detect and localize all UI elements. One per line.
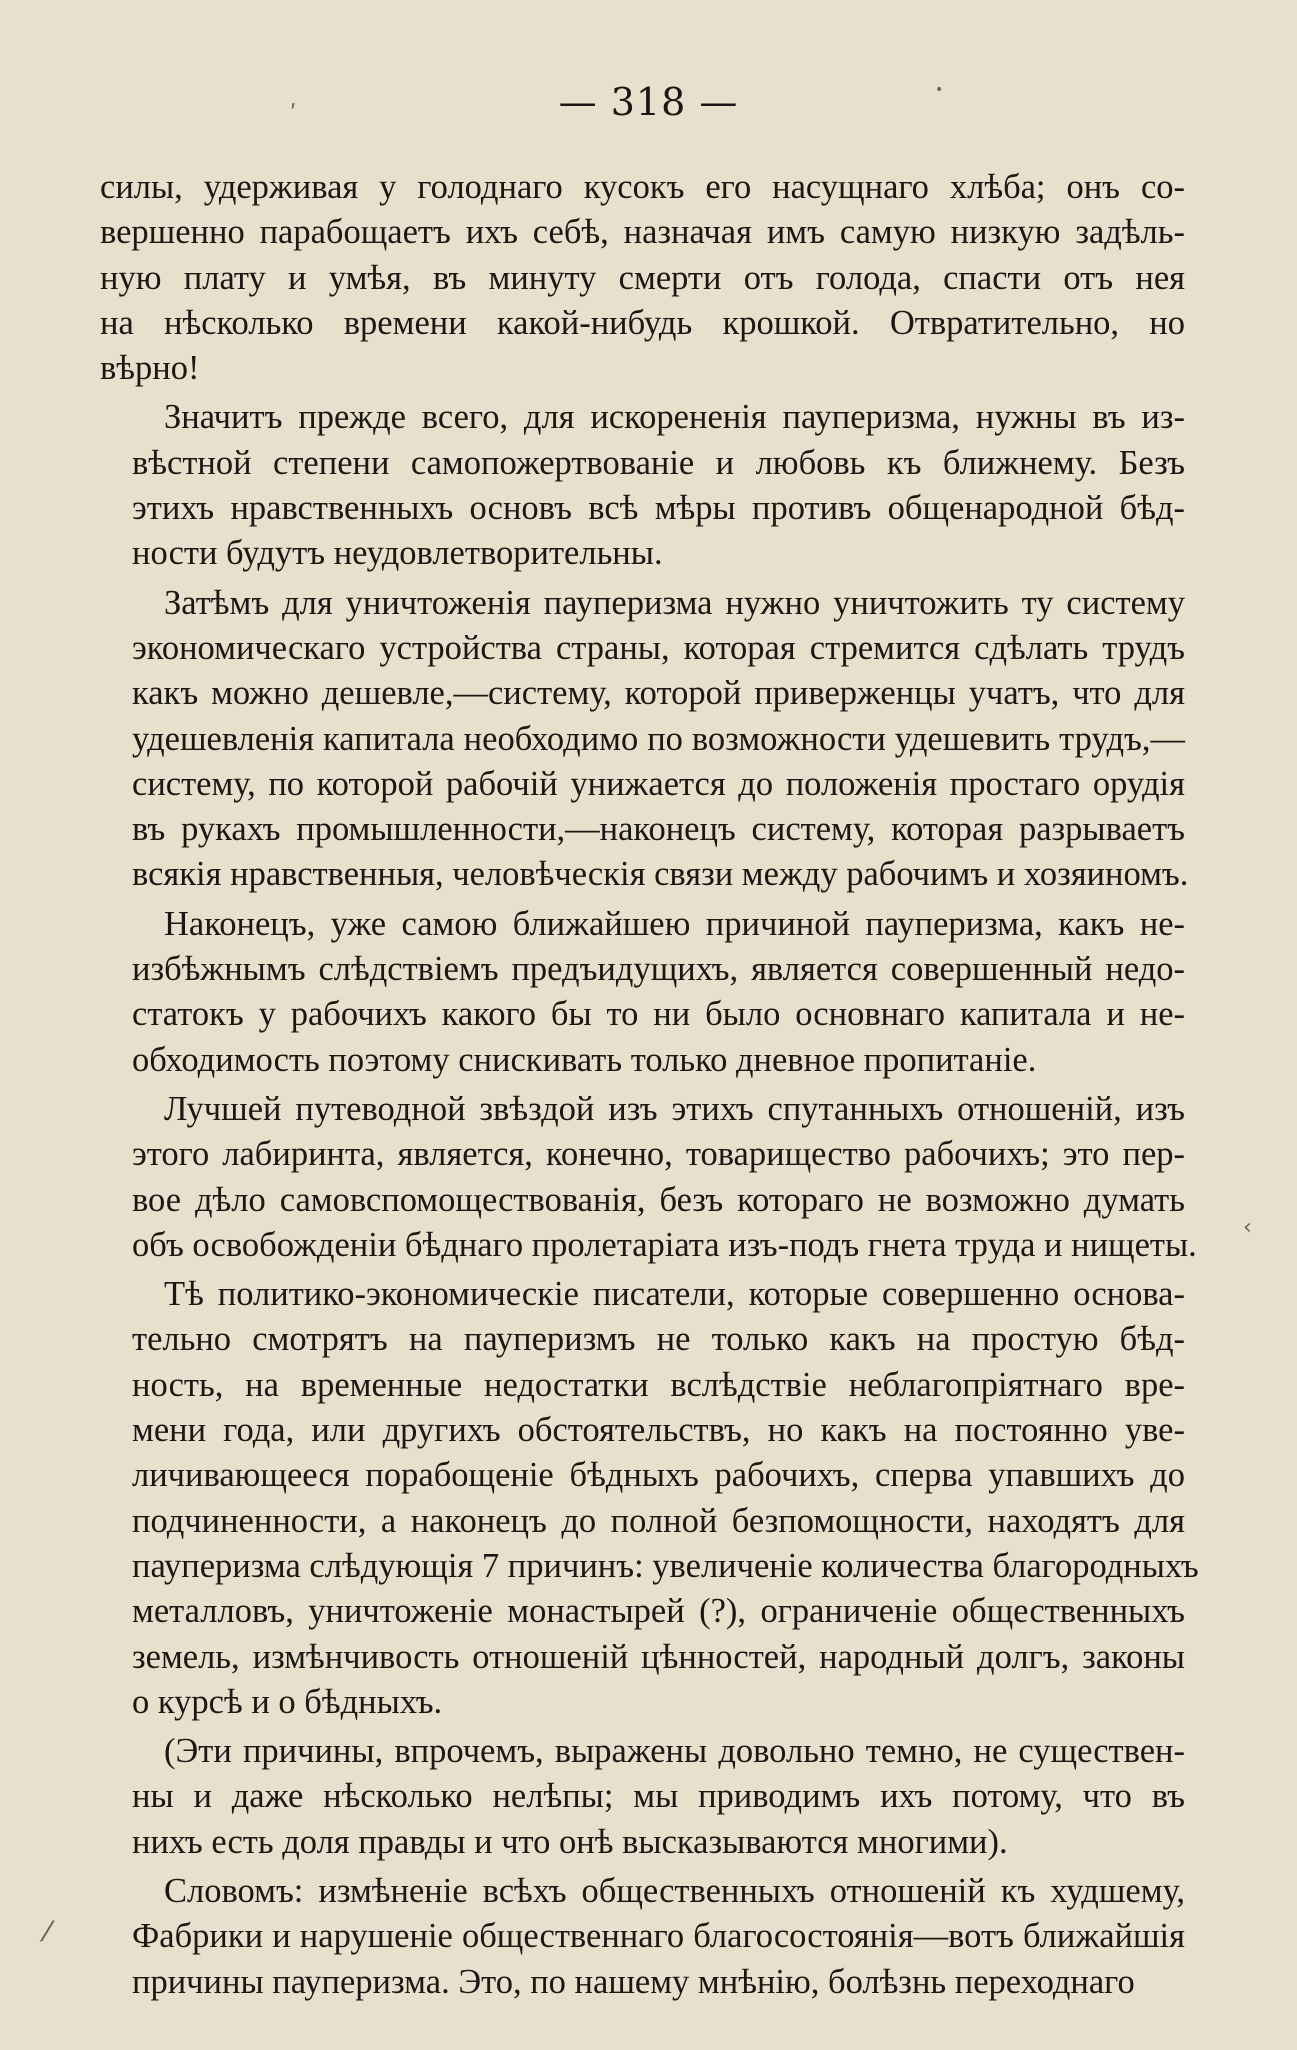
text-line: причины пауперизма. Это, по нашему мнѣнію, болѣзнь переходнаго [132,1962,1135,2001]
text-line: Тѣ политико-экономическіе писатели, которые совершенно основа- [164,1275,1185,1314]
text-line: всякія нравственныя, человѣческія связи между рабочимъ и хозяиномъ. [132,855,1189,894]
text-line: экономическаго устройства страны, которая стремится сдѣлать трудъ [132,628,1185,667]
text-line: пауперизма слѣдующія 7 причинъ: увеличеніе количества благородныхъ [132,1546,1199,1585]
page-number: — 318 — [558,80,739,124]
text-line: Фабрики и нарушеніе общественнаго благосостоянія—вотъ ближайшія [132,1917,1185,1956]
text-line: избѣжнымъ слѣдствіемъ предъидущихъ, является совершенный недо- [132,950,1185,989]
text-line: объ освобожденіи бѣднаго пролетаріата изъ-подъ гнета труда и нищеты. [132,1225,1197,1264]
paragraph [100,1869,1185,2005]
text-line: вѣрно! [100,349,200,388]
page-body-text [100,165,1199,2009]
text-line: о курсѣ и о бѣдныхъ. [132,1682,443,1721]
text-line: статокъ у рабочихъ какого бы то ни было основнаго капитала и не- [132,995,1185,1034]
text-line: Лучшей путеводной звѣздой изъ этихъ спутанныхъ отношеній, изъ [164,1089,1185,1128]
text-line: на нѣсколько времени какой-нибудь крошкой. Отвратительно, но [100,303,1185,342]
margin-speck-mark: ʹ [290,102,297,127]
text-line: систему, по которой рабочій унижается до положенія простаго орудія [132,764,1185,803]
text-line: (Эти причины, впрочемъ, выражены довольно темно, не существен- [164,1732,1185,1771]
paragraph [100,395,1185,576]
text-line: какъ можно дешевле,—систему, которой приверженцы учатъ, что для [132,674,1185,713]
text-line: этого лабиринта, является, конечно, товарищество рабочихъ; это пер- [132,1135,1185,1174]
text-line: ную плату и умѣя, въ минуту смерти отъ голода, спасти отъ нея [100,258,1185,297]
text-line: вершенно парабощаетъ ихъ себѣ, назначая имъ самую низкую задѣль- [100,213,1185,252]
text-line: Затѣмъ для уничтоженія пауперизма нужно уничтожить ту систему [164,583,1185,622]
text-line: вѣстной степени самопожертвованіе и любовь къ ближнему. Безъ [132,443,1185,482]
text-line: тельно смотрятъ на пауперизмъ не только какъ на простую бѣд- [132,1320,1185,1359]
text-line: Значитъ прежде всего, для искорененія пауперизма, нужны въ из- [164,398,1185,437]
text-line: земель, измѣнчивость отношеній цѣнностей, народный долгъ, законы [132,1637,1185,1676]
paragraph [100,165,1185,391]
text-line: въ рукахъ промышленности,—наконецъ систему, которая разрываетъ [132,810,1185,849]
text-line: силы, удерживая у голоднаго кусокъ его насущнаго хлѣба; онъ со- [100,168,1185,206]
text-line: Наконецъ, уже самою ближайшею причиной пауперизма, какъ не- [164,904,1185,943]
text-line: Словомъ: измѣненіе всѣхъ общественныхъ отношеній къ худшему, [164,1871,1185,1910]
text-line: ны и даже нѣсколько нелѣпы; мы приводимъ ихъ потому, что въ [132,1777,1185,1816]
text-line: мени года, или другихъ обстоятельствъ, но какъ на постоянно уве- [132,1411,1185,1450]
margin-dot-mark: • [935,82,944,98]
text-line: металловъ, уничтоженіе монастырей (?), ограниченіе общественныхъ [132,1592,1185,1631]
paragraph [100,1729,1185,1865]
paragraph [100,581,1189,898]
text-line: ности будутъ неудовлетворительны. [132,534,663,573]
text-line: ность, на временные недостатки вслѣдствіе неблагопріятнаго вре- [132,1365,1185,1404]
paragraph [100,902,1185,1083]
text-line: нихъ есть доля правды и что онѣ высказываются многими). [132,1822,1008,1861]
text-line: подчиненности, а наконецъ до полной безпомощности, находятъ для [132,1501,1185,1540]
margin-tick-mark: ‹ [1243,1215,1252,1240]
text-line: этихъ нравственныхъ основъ всѣ мѣры противъ общенародной бѣд- [132,489,1185,528]
text-line: удешевленія капитала необходимо по возможности удешевить трудъ,— [132,719,1185,758]
text-line: вое дѣло самовспомоществованія, безъ котораго не возможно думать [132,1180,1185,1219]
paragraph [100,1272,1199,1725]
text-line: обходимость поэтому снискивать только дневное пропитаніе. [132,1040,1037,1079]
paragraph [100,1087,1197,1268]
text-line: личивающееся порабощеніе бѣдныхъ рабочихъ, сперва упавшихъ до [132,1456,1185,1495]
margin-pencil-mark: ⁄ [45,1915,50,1948]
